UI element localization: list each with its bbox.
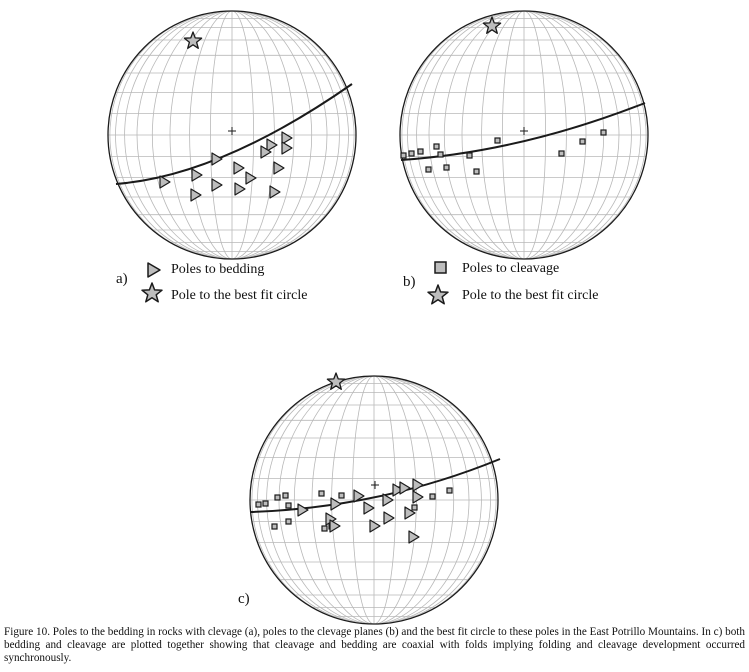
bedding-pole-marker xyxy=(400,482,410,494)
cleavage-pole-marker xyxy=(601,130,606,135)
bedding-pole-marker xyxy=(212,179,222,191)
cleavage-pole-marker xyxy=(275,495,280,500)
legend-a-poles-text: Poles to bedding xyxy=(171,262,265,277)
panel-c-label: c) xyxy=(238,591,250,607)
cleavage-pole-marker xyxy=(418,149,423,154)
bedding-pole-marker xyxy=(413,491,423,503)
legend-a xyxy=(142,263,162,302)
cleavage-pole-marker xyxy=(434,144,439,149)
legend-triangle-icon xyxy=(148,263,160,277)
panel-a-label: a) xyxy=(116,271,128,287)
cleavage-pole-marker xyxy=(286,519,291,524)
cleavage-pole-marker xyxy=(256,502,261,507)
cleavage-pole-marker xyxy=(430,494,435,499)
cleavage-pole-marker xyxy=(467,153,472,158)
panel-b-label: b) xyxy=(403,274,416,290)
best-fit-pole-star xyxy=(184,32,201,48)
cleavage-pole-marker xyxy=(409,151,414,156)
bedding-pole-marker xyxy=(246,172,256,184)
legend-b xyxy=(428,262,448,304)
bedding-pole-marker xyxy=(234,162,244,174)
legend-star-icon xyxy=(142,283,162,302)
cleavage-pole-marker xyxy=(339,493,344,498)
bedding-pole-marker xyxy=(270,186,280,198)
legend-b-best-fit-text: Pole to the best fit circle xyxy=(462,288,599,303)
bedding-poles xyxy=(298,479,423,543)
bedding-pole-marker xyxy=(383,494,393,506)
bedding-pole-marker xyxy=(364,502,374,514)
bedding-pole-marker xyxy=(282,132,292,144)
bedding-pole-marker xyxy=(235,183,245,195)
cleavage-pole-marker xyxy=(495,138,500,143)
cleavage-pole-marker xyxy=(263,501,268,506)
cleavage-pole-marker xyxy=(283,493,288,498)
stereonet-c xyxy=(250,373,500,624)
cleavage-pole-marker xyxy=(474,169,479,174)
cleavage-poles xyxy=(401,130,606,174)
cleavage-pole-marker xyxy=(322,526,327,531)
bedding-pole-marker xyxy=(160,176,170,188)
figure-caption: Figure 10. Poles to the bedding in rocks with clevage (a), poles to the clevage planes (b) and the best fit circle to these poles in the East Potrillo Mountains. In c) both bedding and cleavage are plotted together showing that cleavage and bedding are coaxial with folds implying folding and cleavage development occurred synchronously. xyxy=(4,626,745,664)
bedding-pole-marker xyxy=(192,169,202,181)
bedding-pole-marker xyxy=(298,504,308,516)
bedding-poles xyxy=(160,132,292,201)
bedding-pole-marker xyxy=(384,512,394,524)
bedding-pole-marker xyxy=(274,162,284,174)
stereonet-b xyxy=(400,11,648,304)
cleavage-pole-marker xyxy=(319,491,324,496)
bedding-pole-marker xyxy=(267,139,277,151)
bedding-pole-marker xyxy=(282,142,292,154)
legend-a-best-fit-text: Pole to the best fit circle xyxy=(171,288,308,303)
bedding-pole-marker xyxy=(212,153,222,165)
legend-star-icon xyxy=(428,285,448,304)
center-cross xyxy=(520,127,528,135)
cleavage-pole-marker xyxy=(580,139,585,144)
cleavage-pole-marker xyxy=(272,524,277,529)
cleavage-pole-marker xyxy=(444,165,449,170)
legend-b-poles-text: Poles to cleavage xyxy=(462,261,560,276)
cleavage-pole-marker xyxy=(401,153,406,158)
cleavage-pole-marker xyxy=(412,505,417,510)
cleavage-pole-marker xyxy=(286,503,291,508)
bedding-pole-marker xyxy=(413,479,423,491)
cleavage-pole-marker xyxy=(438,152,443,157)
center-cross xyxy=(228,127,236,135)
stereonet-grid xyxy=(250,376,498,624)
stereonet-a xyxy=(108,11,356,302)
cleavage-pole-marker xyxy=(447,488,452,493)
cleavage-pole-marker xyxy=(426,167,431,172)
center-cross xyxy=(371,481,379,489)
legend-square-icon xyxy=(435,262,446,273)
cleavage-pole-marker xyxy=(559,151,564,156)
